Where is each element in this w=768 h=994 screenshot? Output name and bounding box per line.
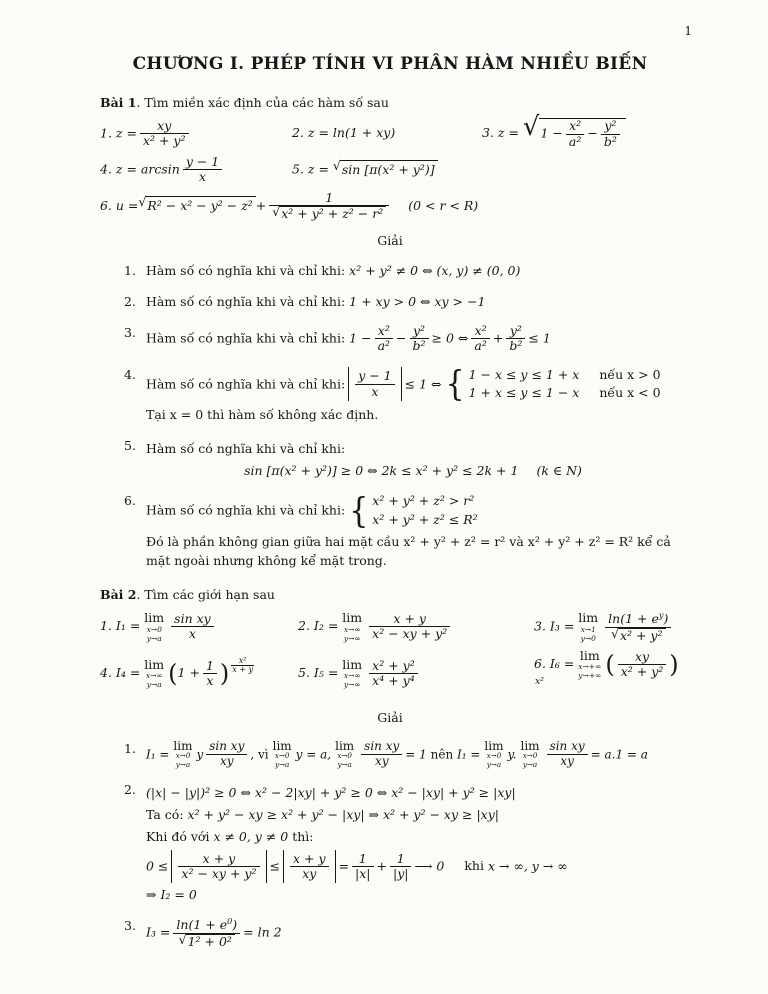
radical-sign: √ [272, 204, 281, 220]
math-text: 6. I₆ = [534, 655, 575, 671]
absolute-value [348, 367, 401, 401]
solution-content [146, 740, 680, 770]
limit-operator [342, 611, 362, 642]
math-text: 0 ≤ [146, 858, 169, 874]
lim-subscript: y→∞ [343, 633, 361, 643]
cases-group [349, 492, 478, 530]
math-text: x² + y² ≠ 0 ⇔ (x, y) ≠ (0, 0) [349, 263, 521, 279]
numerator: xy [634, 648, 650, 664]
lim-word: lim [335, 738, 355, 753]
numerator: x + y [202, 850, 236, 866]
fraction [369, 659, 418, 689]
lim-subscript: x→0 [337, 751, 352, 761]
b2-problem-6 [534, 649, 680, 699]
plain-text: Hàm số có nghĩa khi và chỉ khi: [146, 375, 346, 391]
denominator: b² [410, 338, 429, 353]
lim-subscript: y→a [522, 759, 538, 769]
fraction [361, 740, 402, 769]
fraction [171, 612, 214, 642]
math-text: ⇒ I₂ = 0 [146, 887, 197, 903]
lim-subscript: x→0 [274, 751, 290, 761]
b2-problem-4 [100, 655, 298, 690]
b2-problems-row-1 [100, 611, 680, 643]
lim-word: lim [579, 647, 600, 663]
b2-problem-1 [100, 611, 298, 642]
plain-text: Tại x = 0 thì hàm số không xác định. [146, 407, 379, 422]
math-text: (k ∈ N) [536, 462, 582, 478]
exponent: x² [535, 676, 545, 688]
numerator: x + y [393, 611, 426, 627]
sqrt-expression [272, 206, 386, 221]
case-row [469, 366, 661, 385]
sqrt-expression [138, 196, 255, 216]
lim-subscript: y→a [146, 633, 162, 643]
fraction [605, 611, 671, 643]
numerator: y − 1 [358, 368, 392, 384]
b1-solutions [124, 262, 680, 570]
denominator: x² + y² [140, 133, 189, 148]
b2-problems-row-2 [100, 649, 680, 699]
denominator: a² [566, 134, 584, 149]
math-text: ≤ 1 ⇔ [404, 375, 442, 391]
case-row: x² + y² + z² > r² [372, 493, 475, 509]
numerator: 1 [396, 850, 405, 866]
math-text: 1 + xy > 0 ⇔ xy > −1 [349, 294, 486, 309]
fraction [231, 657, 254, 676]
numerator: x² [474, 322, 487, 338]
b1-problem-5 [292, 160, 680, 180]
solution-item [124, 740, 680, 770]
fraction [547, 740, 588, 769]
cases-rows [469, 366, 661, 404]
numerator: x² [238, 655, 247, 665]
lim-word: lim [520, 738, 540, 753]
lim-subscript: x→0 [522, 751, 538, 761]
numerator: y² [509, 322, 522, 338]
math-text: 1. I₁ = [100, 618, 141, 634]
left-brace: { [349, 490, 369, 532]
limit-operator [144, 658, 164, 689]
math-text: ln(1 + e [176, 917, 228, 933]
plain-text: Hàm số có nghĩa khi và chỉ khi: [146, 294, 346, 309]
limit-operator [335, 740, 354, 770]
denominator: a² [375, 338, 393, 353]
limit-operator [578, 649, 601, 680]
solution-content [146, 917, 680, 949]
lim-subscript: x→0 [146, 624, 162, 634]
fraction [173, 917, 240, 949]
solution-content [146, 437, 680, 481]
b1-problems-row-1 [100, 112, 680, 149]
denominator: xy [206, 754, 247, 769]
radical-sign: √ [178, 931, 187, 947]
lim-word: lim [144, 657, 165, 673]
big-paren: ) [669, 650, 679, 679]
text-line [146, 828, 680, 847]
limit-operator [520, 740, 539, 770]
plain-text: thì: [292, 828, 314, 844]
math-text: x → ∞, y → ∞ [487, 858, 568, 874]
limit-operator [273, 740, 292, 770]
denominator: x [171, 626, 214, 641]
numerator: y² [413, 322, 426, 338]
cases-rows [372, 492, 477, 530]
lim-subscript: y→a [146, 680, 162, 690]
math-text: y. [507, 746, 517, 761]
denominator: x [183, 169, 222, 184]
denominator [605, 627, 671, 643]
exercise-1-label: Bài 1 [100, 94, 137, 110]
b2-problem-2 [298, 611, 534, 642]
math-text: I₃ = [146, 924, 171, 940]
plain-text: nên [430, 746, 454, 761]
superscript-exponent: y [658, 610, 664, 620]
denominator [269, 205, 389, 221]
lim-subscript: x→1 [580, 624, 596, 634]
math-text: I₁ = [146, 746, 170, 761]
item-number: 4. [124, 366, 136, 382]
lim-subscript: x→+∞ [578, 662, 602, 672]
denominator: x + y [232, 665, 254, 675]
denominator: xy [361, 754, 402, 769]
solution-item [124, 917, 680, 949]
sqrt-expression [610, 625, 666, 643]
math-text: − [396, 330, 407, 346]
solution-content [146, 262, 680, 281]
numerator: sin xy [209, 739, 245, 754]
b1-problem-3 [482, 112, 680, 149]
limit-operator [173, 740, 192, 770]
math-text: 2. I₂ = [298, 618, 339, 634]
lim-subscript: y→a [337, 759, 352, 769]
denominator: x² − xy + y² [178, 866, 259, 881]
math-text: x² + y² − xy ≥ x² + y² − |xy| ⇒ x² + y² − xy ≥ |xy| [187, 807, 499, 823]
b2-problem-3 [534, 611, 680, 643]
absolute-value [283, 850, 336, 884]
fraction [206, 740, 247, 769]
lim-subscript: x→0 [486, 751, 502, 761]
plain-text: khi [464, 858, 484, 874]
case-condition: nếu x < 0 [599, 385, 661, 401]
item-number: 3. [124, 324, 136, 340]
lim-word: lim [272, 738, 292, 753]
solution-item [124, 324, 680, 354]
math-text: (0 < r < R) [408, 197, 479, 213]
math-text: 1 − [349, 330, 372, 346]
item-number: 6. [124, 493, 136, 509]
b1-problem-2 [292, 124, 482, 143]
fraction [375, 324, 393, 354]
fraction [140, 119, 189, 149]
denominator: xy [290, 866, 329, 881]
plain-text: Khi đó với [146, 828, 210, 844]
lim-subscript: x→0 [175, 751, 191, 761]
left-brace: { [445, 364, 465, 405]
fraction [601, 119, 620, 149]
denominator: xy [547, 754, 588, 769]
exercise-1-desc: . Tìm miền xác định của các hàm số sau [136, 94, 389, 110]
text-line [146, 806, 680, 825]
math-text: ln(1 + e [608, 611, 659, 627]
radicand: R² − x² − y² − z² [145, 196, 255, 216]
denominator: |x| [352, 866, 373, 881]
math-text: ≥ 0 ⇔ [431, 330, 469, 346]
numerator: x² [377, 322, 390, 338]
lim-subscript: x→∞ [145, 671, 163, 681]
numerator: x² + y² [372, 657, 415, 673]
denominator: b² [601, 134, 620, 149]
solution-item [124, 293, 680, 312]
math-text: = 1 [405, 746, 427, 761]
plain-text: Đó là phần không gian giữa hai mặt cầu x² + y² + z² = r² và x² + y² + z² = R² kể cả mặt ngoài nhưng không kể mặt trong. [146, 533, 671, 568]
plain-text: Hàm số có nghĩa khi và chỉ khi: [146, 330, 346, 346]
item-number: 1. [124, 263, 136, 279]
numerator [173, 917, 240, 933]
item-number: 1. [124, 740, 136, 756]
solution-label: Giải [377, 709, 403, 725]
math-text: 5. I₅ = [298, 665, 339, 681]
math-text: ⟶ 0 [414, 858, 445, 874]
fraction [618, 650, 667, 680]
denominator: x² − xy + y² [369, 626, 450, 641]
radicand: sin [π(x² + y²)] [340, 160, 438, 180]
superscript-exponent: 0 [227, 916, 233, 927]
limit-operator [144, 611, 164, 642]
plain-text: Hàm số có nghĩa khi và chỉ khi: [146, 502, 346, 518]
plain-text: , vì [250, 746, 269, 761]
sqrt-expression [333, 160, 438, 180]
exponent [230, 657, 255, 676]
b2-problem-5 [298, 658, 534, 689]
math-text: y = a, [295, 746, 332, 761]
solution-content [146, 781, 680, 905]
numerator: y − 1 [185, 154, 220, 169]
numerator: y² [604, 118, 617, 134]
item-number: 5. [124, 437, 136, 453]
plain-text: Hàm số có nghĩa khi và chỉ khi: [146, 440, 346, 456]
numerator: x + y [292, 850, 326, 866]
numerator: 1 [325, 189, 334, 205]
radical-sign: √ [332, 158, 341, 173]
math-text: 3. I₃ = [534, 618, 575, 634]
solution-content [146, 366, 680, 425]
math-text: 4. z = arcsin [100, 161, 180, 177]
exercise-1-heading [100, 94, 680, 113]
math-text: x ≠ 0, y ≠ 0 [213, 828, 289, 844]
numerator: sin xy [549, 739, 585, 754]
lim-subscript: y→a [486, 759, 502, 769]
fraction [355, 369, 394, 399]
chapter-title: CHƯƠNG I. PHÉP TÍNH VI PHÂN HÀM NHIỀU BIẾN [132, 54, 648, 74]
exercise-2-heading [100, 586, 680, 605]
fraction [410, 324, 429, 354]
b1-problem-1 [100, 119, 292, 149]
numerator: 1 [358, 850, 367, 866]
sqrt-expression [522, 112, 626, 149]
fraction [506, 324, 525, 354]
item-number: 2. [124, 294, 136, 309]
big-paren: ( [168, 659, 178, 688]
math-text: ) [663, 611, 669, 627]
math-text: y [196, 746, 204, 761]
fraction [269, 191, 389, 222]
numerator: x² [569, 118, 582, 134]
radicand: x² + y² + z² − r² [279, 206, 386, 221]
lim-subscript: x→∞ [343, 671, 361, 681]
radical-sign: √ [138, 194, 147, 210]
math-text: 5. z = [292, 161, 329, 177]
centered-equation [146, 462, 680, 481]
fraction [566, 119, 584, 149]
radicand [539, 118, 626, 149]
math-text: 1 + x ≤ y ≤ 1 − x [468, 385, 580, 401]
absolute-value [171, 850, 266, 884]
numerator [605, 611, 671, 627]
b1-problems-row-2 [100, 155, 680, 185]
solution-label: Giải [377, 232, 403, 248]
math-text: − [587, 125, 598, 141]
numerator: xy [157, 117, 172, 133]
solution-item [124, 366, 680, 425]
lim-word: lim [484, 738, 504, 753]
item-number: 2. [124, 782, 136, 798]
b1-problem-4 [100, 155, 292, 185]
sqrt-expression [178, 931, 235, 949]
math-text: + [492, 330, 504, 346]
numerator: 1 [205, 657, 214, 673]
radicand: 1² + 0² [186, 934, 235, 949]
math-text: (|x| − |y|)² ≥ 0 ⇔ x² − 2|xy| + y² ≥ 0 ⇔ x² − |xy| + y² ≥ |xy| [146, 785, 516, 801]
denominator: |y| [390, 866, 412, 881]
math-text: = [338, 858, 350, 874]
big-paren: ) [219, 659, 230, 688]
lim-subscript: y→∞ [343, 680, 361, 690]
case-row: x² + y² + z² ≤ R² [372, 512, 478, 527]
plain-text: Hàm số có nghĩa khi và chỉ khi: [146, 263, 346, 279]
denominator: x [355, 384, 394, 399]
lim-word: lim [173, 738, 193, 753]
case-condition: nếu x > 0 [599, 366, 661, 382]
math-text: = a.1 = a [590, 746, 648, 761]
numerator: sin xy [174, 611, 211, 627]
radical-sign: √ [522, 112, 540, 143]
math-text: = ln 2 [243, 924, 282, 940]
denominator: x [203, 673, 217, 688]
fraction [178, 852, 259, 882]
math-text: ≤ 1 [528, 330, 551, 346]
solution-item [124, 781, 680, 905]
exercise-2-desc: . Tìm các giới hạn sau [136, 587, 275, 603]
lim-word: lim [144, 610, 165, 626]
b2-solutions [124, 740, 680, 950]
math-text: 2. z = ln(1 + xy) [292, 125, 396, 141]
exercise-2-label: Bài 2 [100, 587, 137, 603]
fraction [369, 612, 450, 642]
math-text: 1 − [540, 125, 563, 141]
solution-content [146, 293, 680, 312]
lim-word: lim [342, 610, 363, 626]
fraction [183, 155, 222, 185]
page-number: 1 [684, 24, 692, 38]
math-text: sin [π(x² + y²)] ≥ 0 ⇔ 2k ≤ x² + y² ≤ 2k + 1 [244, 462, 519, 478]
case-row [469, 384, 661, 403]
lim-word: lim [342, 657, 363, 673]
solution-item [124, 262, 680, 281]
inequality-line [146, 850, 680, 884]
denominator: x² + y² [618, 664, 667, 679]
numerator: sin xy [364, 739, 400, 754]
big-paren: ( [605, 650, 615, 679]
lim-subscript: y→+∞ [578, 671, 602, 681]
denominator: x⁴ + y⁴ [369, 673, 418, 688]
fraction [290, 852, 329, 882]
math-text: + [255, 197, 267, 213]
lim-subscript: y→0 [580, 633, 596, 643]
fraction [352, 852, 373, 882]
math-text: 6. u = [100, 197, 139, 213]
limit-operator [578, 611, 598, 642]
fraction [203, 659, 217, 689]
math-text: 1 + [177, 665, 200, 681]
denominator [173, 933, 240, 949]
radical-sign: √ [610, 625, 619, 641]
denominator: a² [471, 338, 489, 353]
math-text: I₁ = [457, 746, 481, 761]
math-text: 1 − x ≤ y ≤ 1 + x [468, 366, 580, 382]
solution-item [124, 437, 680, 481]
math-text: ) [232, 917, 238, 933]
cases-group [445, 366, 660, 404]
limit-operator [342, 658, 362, 689]
denominator: b² [506, 338, 525, 353]
math-text: 4. I₄ = [100, 665, 141, 681]
lim-subscript: x→∞ [343, 624, 361, 634]
solution-content [146, 492, 680, 570]
solution-content [146, 324, 680, 354]
solution-item [124, 492, 680, 570]
math-text: ≤ [269, 858, 280, 874]
b1-problem-6 [100, 191, 680, 222]
plain-text: Ta có: [146, 807, 184, 823]
math-text: + [376, 858, 387, 874]
fraction [471, 324, 489, 354]
radicand: x² + y² [618, 628, 666, 643]
limit-operator [484, 740, 503, 770]
lim-subscript: y→a [274, 759, 290, 769]
fraction [390, 852, 412, 882]
lim-word: lim [578, 610, 599, 626]
item-number: 3. [124, 918, 136, 934]
math-text: 3. z = [482, 125, 519, 141]
math-text: 1. z = [100, 125, 137, 141]
lim-subscript: y→a [175, 759, 191, 769]
